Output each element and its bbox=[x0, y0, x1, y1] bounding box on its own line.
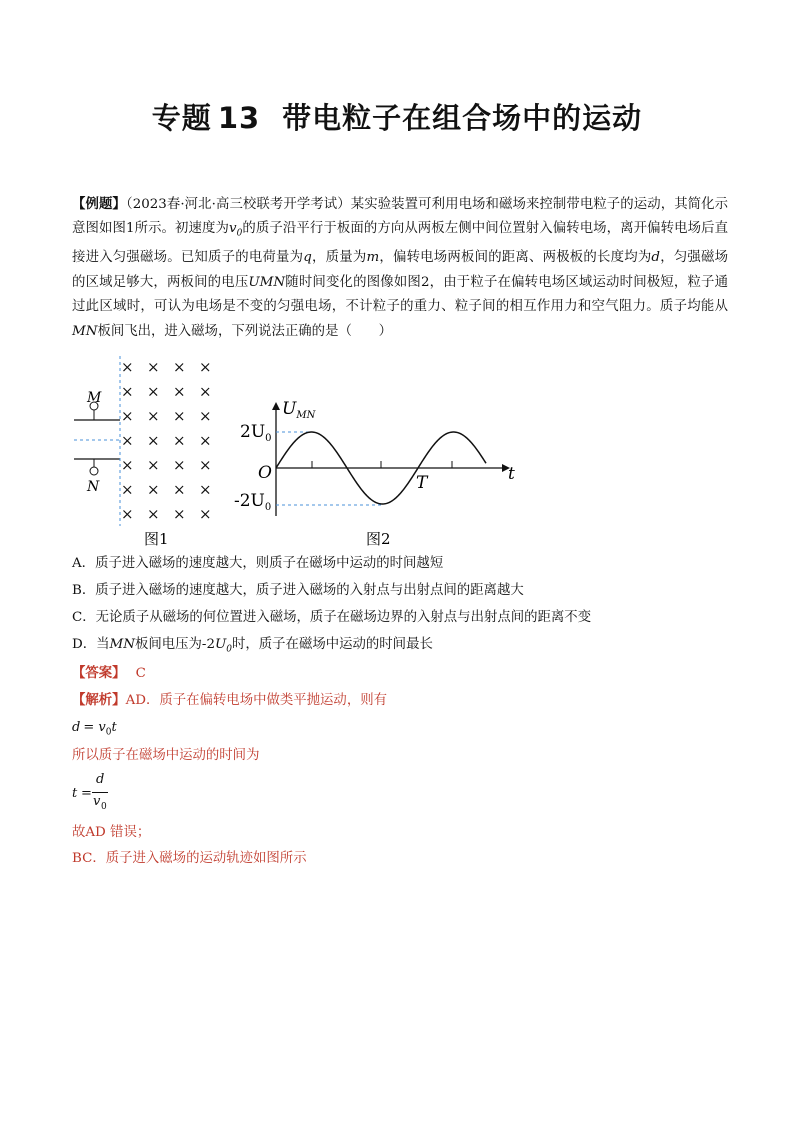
equation-1 bbox=[72, 718, 117, 743]
title-main: 带电粒子在组合场中的运动 bbox=[282, 101, 643, 135]
y-bottom-sub: 0 bbox=[264, 502, 272, 513]
option-a bbox=[72, 554, 443, 574]
var-v0-sub: 0 bbox=[236, 229, 243, 240]
y-axis-label-sub: MN bbox=[296, 410, 316, 421]
field-cross: × bbox=[147, 407, 160, 425]
field-cross: × bbox=[121, 480, 134, 499]
option-letter: B． bbox=[72, 583, 96, 598]
var-q: q bbox=[303, 250, 312, 266]
option-c bbox=[72, 608, 591, 628]
field-cross: × bbox=[147, 382, 160, 401]
fraction-bar bbox=[92, 792, 108, 793]
question-source: （2023春·河北·高三校联考开学考试） bbox=[125, 197, 351, 212]
var-m: m bbox=[366, 250, 380, 266]
field-cross: × bbox=[199, 407, 212, 425]
option-letter: D． bbox=[72, 637, 97, 652]
x-axis-label: t bbox=[508, 464, 515, 484]
label-m: M bbox=[87, 390, 102, 406]
eq2-denominator: v bbox=[93, 794, 101, 809]
field-cross: × bbox=[199, 505, 212, 523]
eq2-equals: = bbox=[81, 786, 92, 801]
eq-d: d bbox=[72, 720, 81, 735]
field-cross: × bbox=[121, 431, 134, 450]
answer-line bbox=[72, 663, 146, 684]
field-cross: × bbox=[147, 456, 160, 474]
option-text: 质子进入磁场的速度越大，则质子在磁场中运动的时间越短 bbox=[95, 556, 444, 571]
title-prefix: 专题 bbox=[151, 101, 212, 135]
field-cross: × bbox=[121, 456, 134, 474]
field-cross: × bbox=[199, 382, 212, 401]
eq-v-sub: 0 bbox=[105, 727, 112, 738]
analysis-text: BC．质子进入磁场的运动轨迹如图所示 bbox=[72, 851, 307, 866]
var-mn: MN bbox=[109, 637, 135, 652]
equation-2 bbox=[72, 772, 132, 816]
var-u-sub: 0 bbox=[226, 644, 232, 655]
var-u: U bbox=[214, 637, 227, 652]
question-text: ，偏转电场两板间的距离、两极板的长度均为 bbox=[379, 250, 652, 266]
field-cross: × bbox=[147, 480, 160, 499]
eq2-numerator: d bbox=[96, 772, 105, 787]
question-text: 板间飞出，进入磁场，下列说法正确的是（ ） bbox=[97, 323, 393, 339]
field-cross: × bbox=[199, 480, 212, 499]
question-text: ，质量为 bbox=[311, 250, 367, 266]
y-bottom-label bbox=[234, 491, 271, 513]
option-text: 时，质子在磁场中运动的时间最长 bbox=[232, 637, 433, 652]
eq2-t: t bbox=[72, 786, 78, 801]
field-cross: × bbox=[121, 358, 134, 376]
field-cross: × bbox=[173, 382, 186, 401]
var-mn: MN bbox=[72, 323, 98, 339]
var-d: d bbox=[651, 250, 660, 266]
analysis-label: 【解析】 bbox=[72, 692, 126, 708]
field-cross: × bbox=[147, 358, 160, 376]
analysis-line-3 bbox=[72, 823, 150, 843]
field-cross: × bbox=[173, 358, 186, 376]
analysis-text: AD．质子在偏转电场中做类平抛运动，则有 bbox=[125, 693, 387, 708]
field-cross: × bbox=[121, 382, 134, 401]
question-label: 【例题】 bbox=[72, 196, 126, 212]
eq-v: = v bbox=[83, 720, 106, 735]
t-period-label: T bbox=[416, 473, 428, 493]
field-cross: × bbox=[121, 407, 134, 425]
figure-1 bbox=[72, 354, 222, 550]
title-number: 13 bbox=[217, 101, 261, 135]
answer-value: C bbox=[135, 666, 146, 681]
field-cross: × bbox=[121, 505, 134, 523]
analysis-line-2 bbox=[72, 746, 259, 766]
option-text: 板间电压为-2 bbox=[134, 637, 215, 652]
y-top-main: 2U bbox=[240, 422, 266, 442]
y-top-label bbox=[240, 422, 272, 444]
eq2-denominator-sub: 0 bbox=[101, 802, 107, 812]
field-cross: × bbox=[173, 407, 186, 425]
page-title bbox=[0, 96, 794, 137]
question-text: 某实验装置可利用电场和磁场来控制带电粒子的运动，其简化示意图如图1所示。初速度为 bbox=[72, 197, 729, 237]
question-text: 的质子沿平行于板面的方向从两板左侧中间位置射入偏转电场，离开偏转电场后直接进入匀强磁场。已知质子的电荷量为 bbox=[72, 221, 728, 266]
field-cross: × bbox=[173, 480, 186, 499]
origin-label: O bbox=[258, 463, 272, 483]
var-v0: v bbox=[229, 221, 237, 237]
figure-2 bbox=[226, 398, 526, 550]
var-umn: UMN bbox=[248, 274, 286, 290]
eq-t: t bbox=[111, 720, 117, 735]
option-letter: A． bbox=[72, 556, 96, 571]
field-cross: × bbox=[173, 456, 186, 474]
field-cross: × bbox=[173, 505, 186, 523]
field-cross: × bbox=[147, 431, 160, 450]
question-paragraph bbox=[72, 192, 728, 344]
analysis-line-4 bbox=[72, 849, 307, 869]
option-d bbox=[72, 635, 433, 660]
fig1-caption: 图1 bbox=[144, 530, 169, 548]
analysis-line-1 bbox=[72, 690, 387, 711]
analysis-text: 所以质子在磁场中运动的时间为 bbox=[72, 748, 260, 763]
analysis-text: 故AD 错误； bbox=[72, 825, 151, 840]
field-cross: × bbox=[199, 456, 212, 474]
question-text: ，匀强磁场的区域足够大，两板间的电压 bbox=[72, 250, 729, 290]
fig2-caption: 图2 bbox=[366, 530, 391, 548]
field-cross: × bbox=[147, 505, 160, 523]
answer-label: 【答案】 bbox=[72, 665, 126, 681]
y-axis-label-main: U bbox=[282, 399, 297, 419]
option-letter: C． bbox=[72, 610, 96, 625]
y-axis-arrow bbox=[272, 402, 280, 410]
field-cross: × bbox=[173, 431, 186, 450]
y-axis-label bbox=[282, 399, 317, 421]
field-cross: × bbox=[199, 358, 212, 376]
question-text: 随时间变化的图像如图2，由于粒子在偏转电场区域运动时间极短，粒子通过此区域时，可认为电场是不变的匀强电场，不计粒子的重力、粒子间的相互作用力和空气阻力。质子均能从 bbox=[72, 274, 728, 315]
option-b bbox=[72, 581, 524, 601]
option-text: 当 bbox=[96, 637, 110, 652]
terminal-n bbox=[90, 467, 98, 475]
y-top-sub: 0 bbox=[265, 433, 272, 444]
option-text: 无论质子从磁场的何位置进入磁场，质子在磁场边界的入射点与出射点间的距离不变 bbox=[95, 610, 592, 625]
option-text: 质子进入磁场的速度越大，质子进入磁场的入射点与出射点间的距离越大 bbox=[95, 583, 524, 598]
label-n: N bbox=[87, 479, 100, 495]
field-cross: × bbox=[199, 431, 212, 450]
y-bottom-main: -2U bbox=[234, 491, 265, 511]
